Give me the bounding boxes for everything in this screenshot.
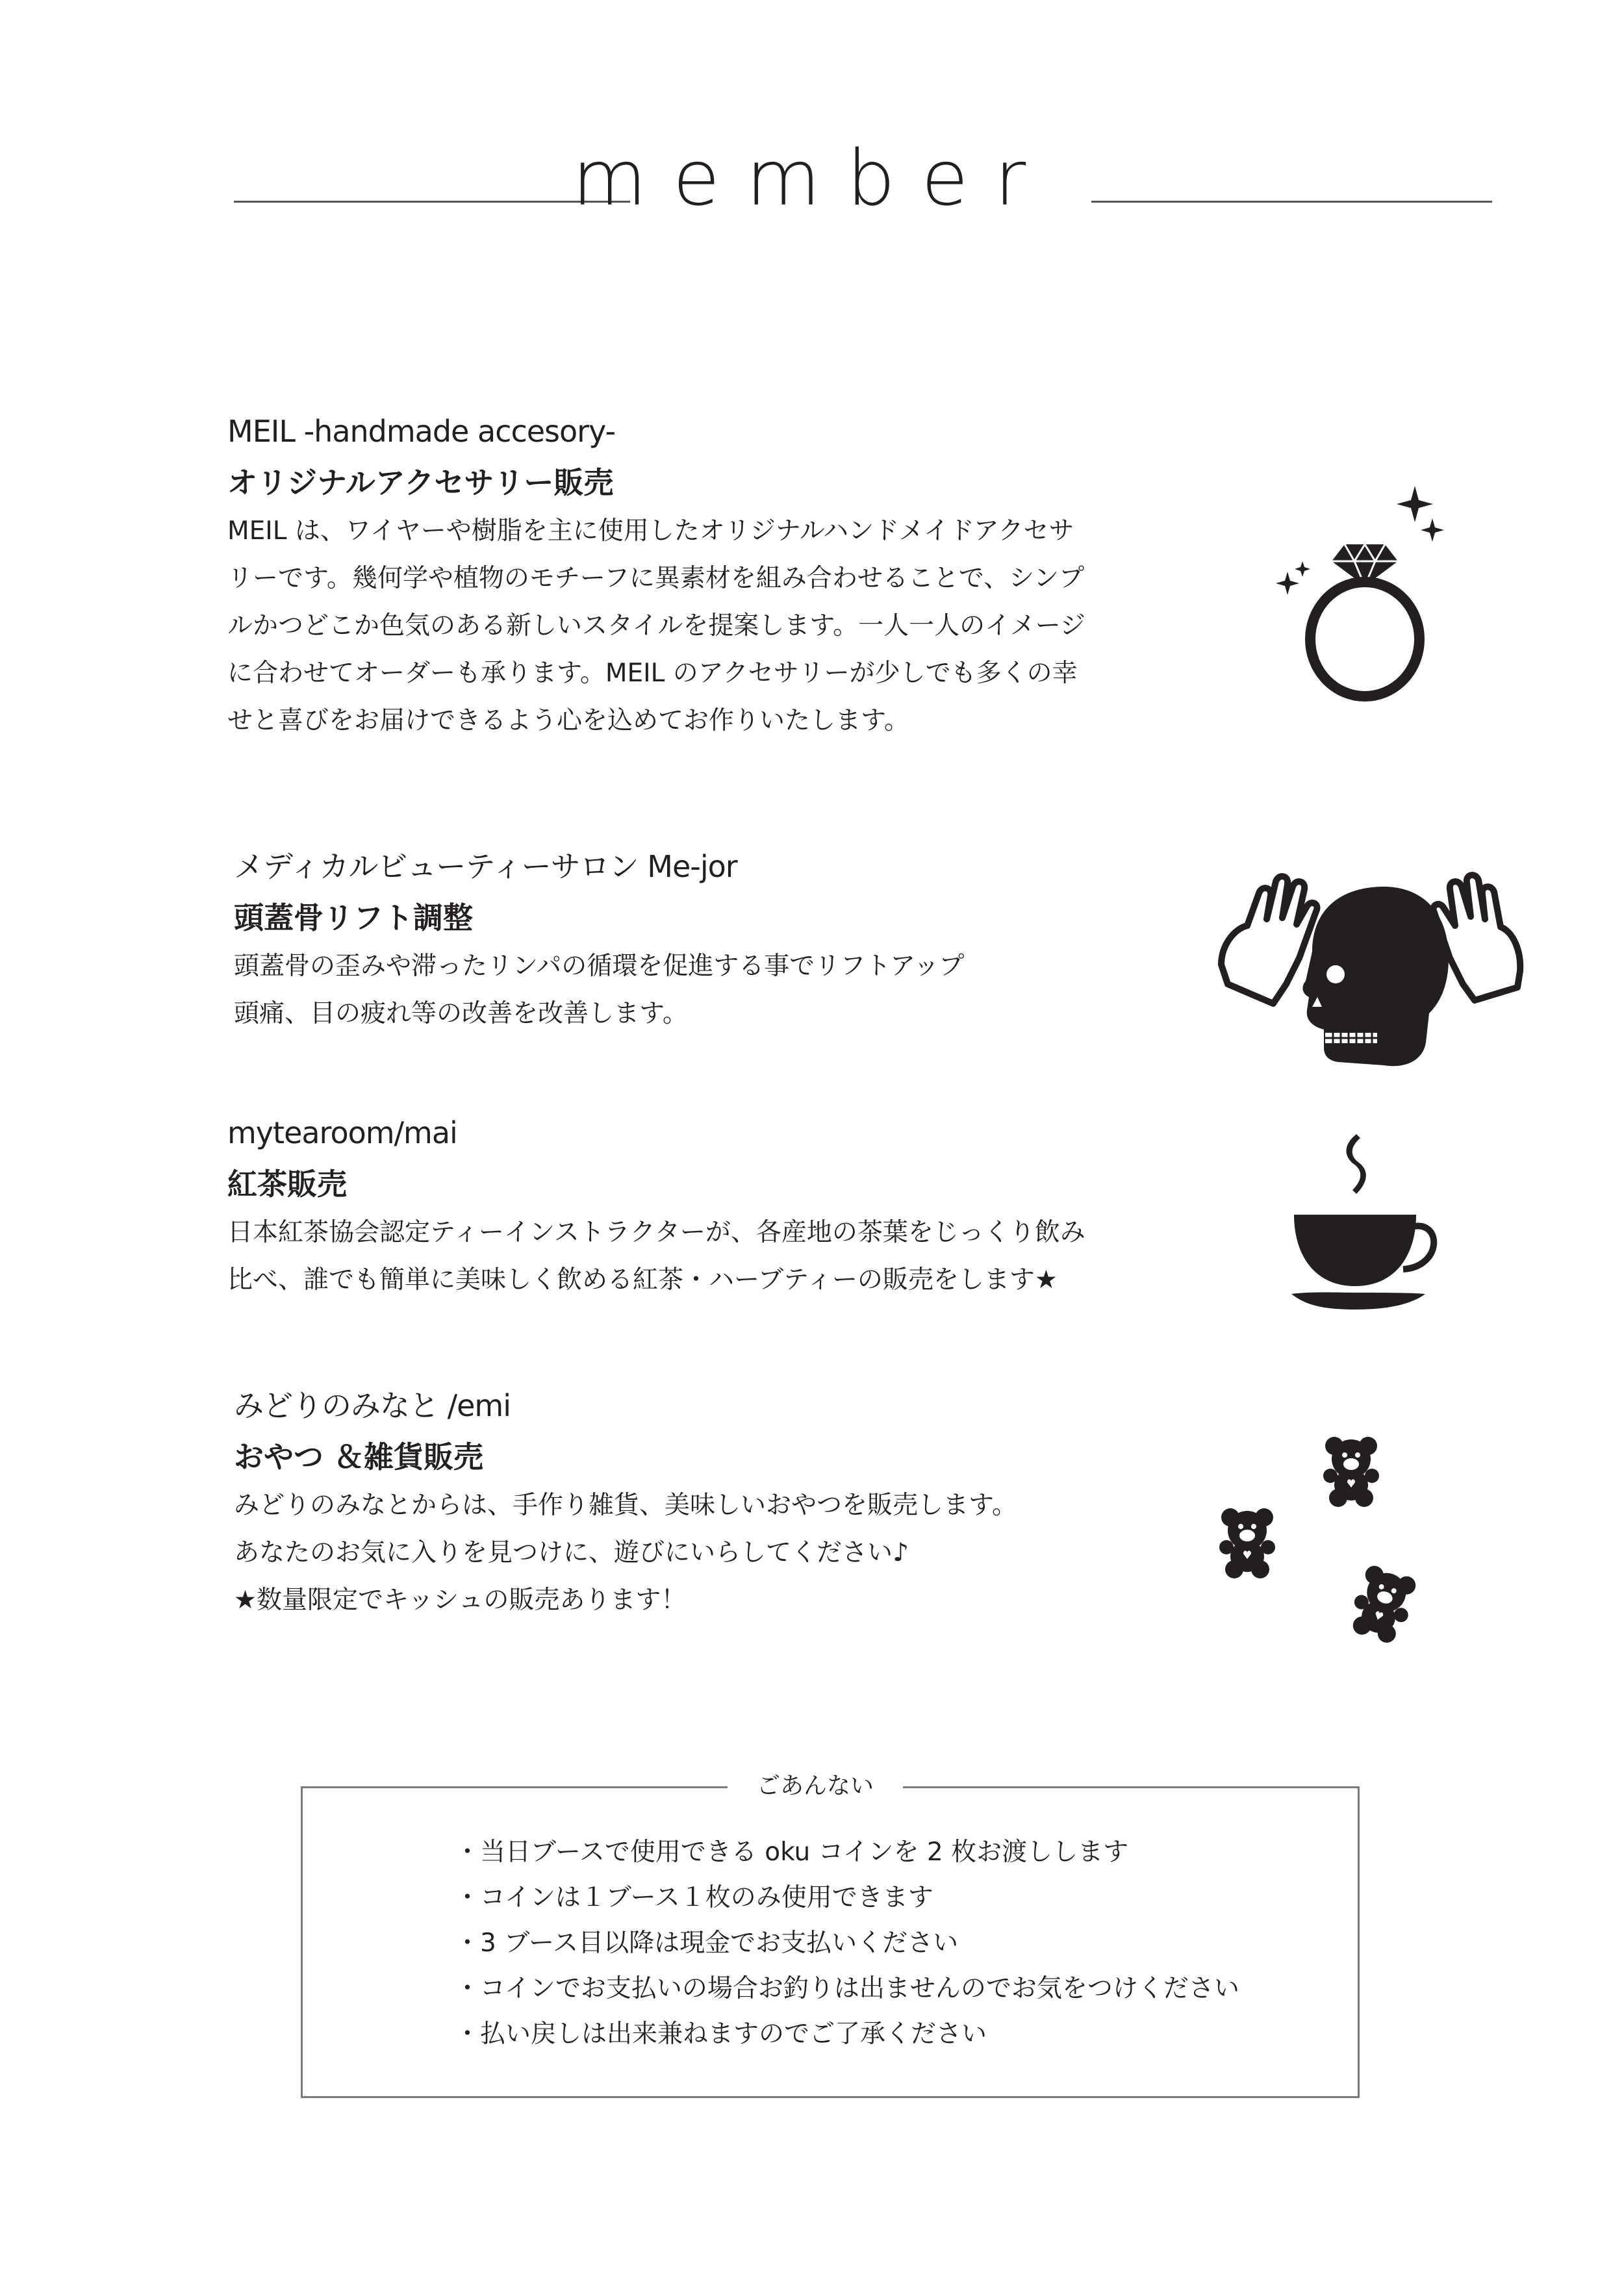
member-desc-line: ルかつどこか色気のある新しいスタイルを提案します。一人一人のイメージ [227, 611, 1085, 640]
member-name: メディカルビューティーサロン Me-jor [234, 849, 737, 884]
notice-item: ・当日ブースで使用できる oku コインを 2 枚お渡しします [455, 1838, 1129, 1867]
member-desc-line: 頭痛、目の疲れ等の改善を改善します。 [234, 999, 688, 1028]
member-subtitle: 紅茶販売 [227, 1167, 347, 1202]
member-desc-line: みどりのみなとからは、手作り雑貨、美味しいおやつを販売します。 [234, 1491, 1017, 1520]
member-desc-line: に合わせてオーダーも承ります。MEIL のアクセサリーが少しでも多くの幸 [227, 659, 1078, 688]
member-subtitle: 頭蓋骨リフト調整 [234, 900, 473, 935]
member-desc-line: リーです。幾何学や植物のモチーフに異素材を組み合わせることで、シンプ [227, 564, 1085, 593]
member-desc-line: せと喜びをお届けできるよう心を込めてお作りいたします。 [227, 706, 909, 735]
member-desc-line: 日本紅茶協会認定ティーインストラクターが、各産地の茶葉をじっくり飲み [227, 1218, 1085, 1247]
member-subtitle: オリジナルアクセサリー販売 [227, 465, 614, 500]
member-desc-line: 比べ、誰でも簡単に美味しく飲める紅茶・ハーブティーの販売をします★ [227, 1265, 1058, 1295]
member-desc-line: あなたのお気に入りを見つけに、遊びにいらしてください♪ [234, 1538, 909, 1567]
member-desc-line: 頭蓋骨の歪みや滞ったリンパの循環を促進する事でリフトアップ [234, 952, 965, 981]
skull-hands-icon [1208, 867, 1533, 1082]
page-title: member [572, 133, 1052, 223]
notice-title: ごあんない [728, 1775, 903, 1798]
notice-item: ・コインでお支払いの場合お釣りは出ませんのでお気をつけください [455, 1974, 1239, 2003]
member-desc-line: ★数量限定でキッシュの販売あります！ [234, 1586, 687, 1615]
notice-item: ・コインは１ブース１枚のみ使用できます [455, 1883, 933, 1912]
diamond-ring-icon [1273, 481, 1455, 702]
member-name: MEIL -handmade accesory- [227, 414, 616, 449]
notice-item: ・3 ブース目以降は現金でお支払いください [455, 1929, 959, 1958]
member-name: みどりのみなと /emi [234, 1388, 511, 1423]
teacup-icon [1286, 1130, 1442, 1312]
member-desc-line: MEIL は、ワイヤーや樹脂を主に使用したオリジナルハンドメイドアクセサ [227, 516, 1074, 546]
notice-item: ・払い戻しは出来兼ねますのでご了承ください [455, 2019, 987, 2049]
member-subtitle: おやつ ＆雑貨販売 [234, 1439, 484, 1474]
teddy-bears-icon [1215, 1423, 1423, 1643]
member-name: mytearoom/mai [227, 1115, 457, 1150]
header-rule-right [1091, 201, 1492, 203]
